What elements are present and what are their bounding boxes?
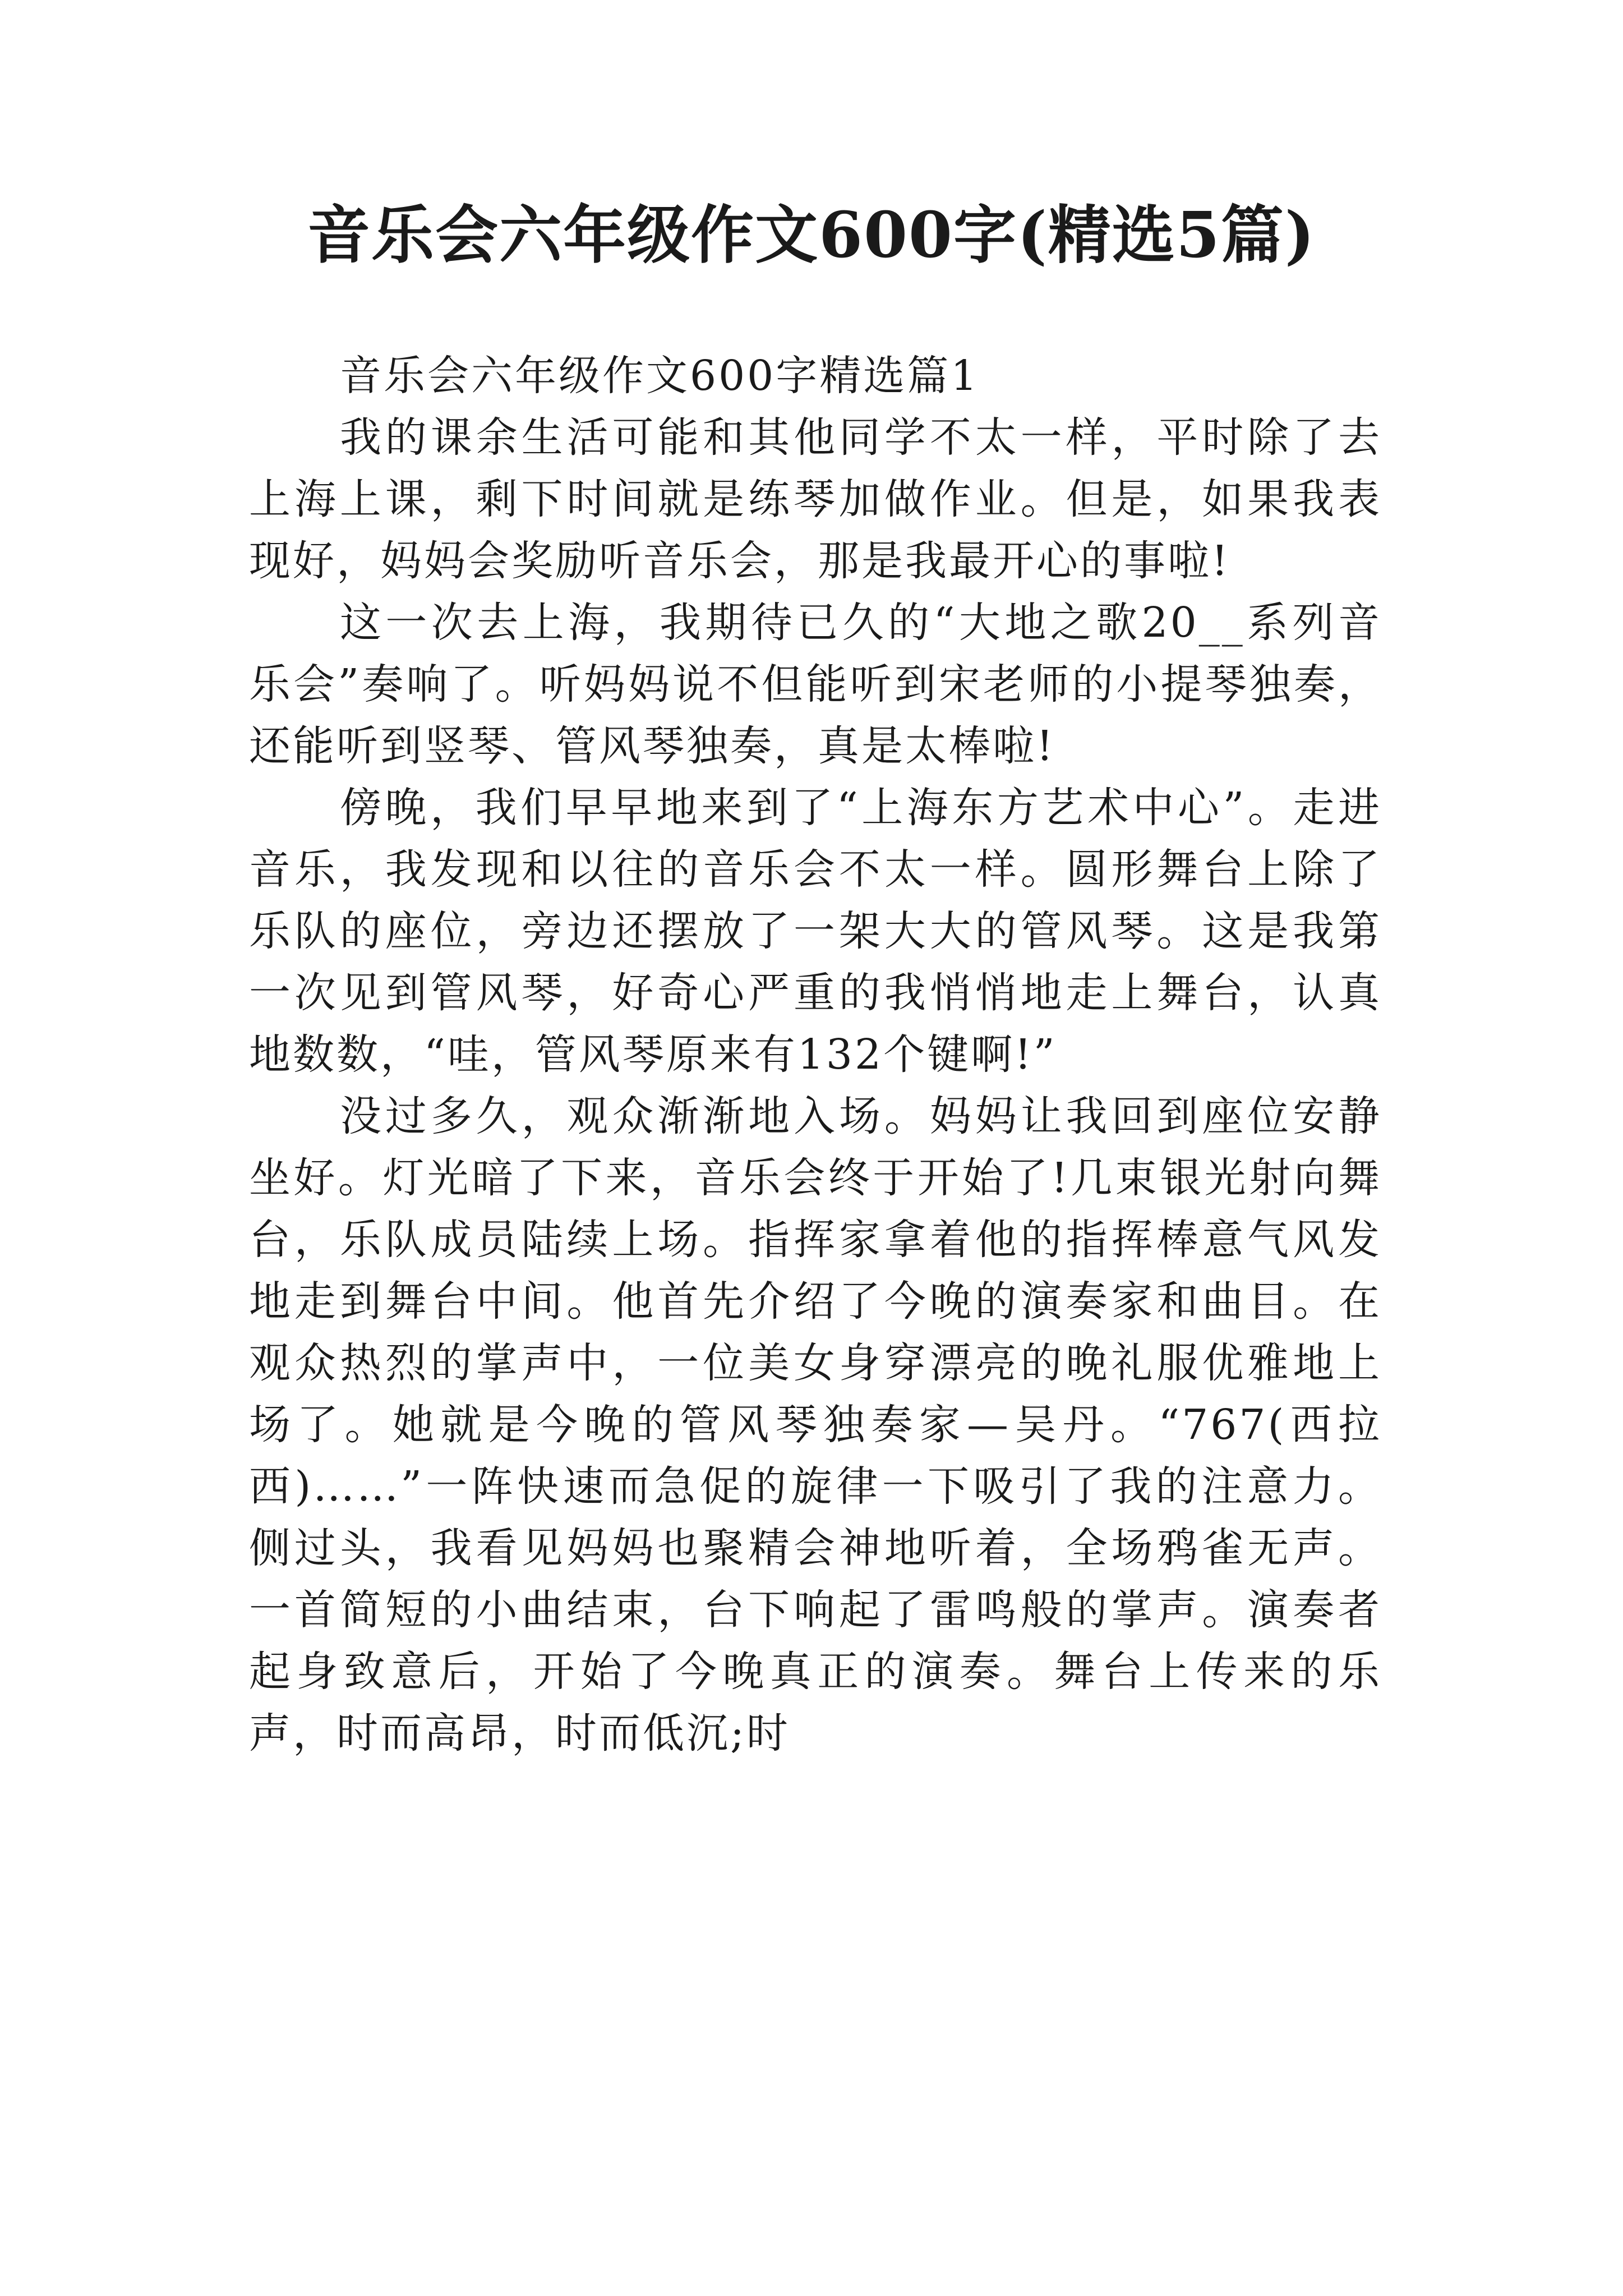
section-heading: 音乐会六年级作文600字精选篇1	[340, 352, 980, 400]
document-title: 音乐会六年级作文600字(精选5篇)	[307, 199, 1316, 272]
paragraph-3: 傍晚，我们早早地来到了“上海东方艺术中心”。走进音乐，我发现和以往的音乐会不太一样。圆形舞台上除了乐队的座位，旁边还摆放了一架大大的管风琴。这是我第一次见到管风琴，好奇心严重的我悄悄地走上舞台，认真地数数，“哇，管风琴原来有132个键啊!”	[249, 784, 1382, 1079]
paragraph-1: 我的课余生活可能和其他同学不太一样，平时除了去上海上课，剩下时间就是练琴加做作业。但是，如果我表现好，妈妈会奖励听音乐会，那是我最开心的事啦!	[249, 413, 1382, 585]
paragraph-2: 这一次去上海，我期待已久的“大地之歌20__系列音乐会”奏响了。听妈妈说不但能听到宋老师的小提琴独奏，还能听到竖琴、管风琴独奏，真是太棒啦!	[249, 599, 1382, 770]
paragraph-4: 没过多久，观众渐渐地入场。妈妈让我回到座位安静坐好。灯光暗了下来，音乐会终于开始了!几束银光射向舞台，乐队成员陆续上场。指挥家拿着他的指挥棒意气风发地走到舞台中间。他首先介绍了今晚的演奏家和曲目。在观众热烈的掌声中，一位美女身穿漂亮的晚礼服优雅地上场了。她就是今晚的管风琴独奏家—吴丹。“767(西拉西)……”一阵快速而急促的旋律一下吸引了我的注意力。侧过头，我看见妈妈也聚精会神地听着，全场鸦雀无声。一首简短的小曲结束，台下响起了雷鸣般的掌声。演奏者起身致意后，开始了今晚真正的演奏。舞台上传来的乐声，时而高昂，时而低沉;时	[249, 1092, 1382, 1757]
document-body	[249, 345, 1382, 1764]
